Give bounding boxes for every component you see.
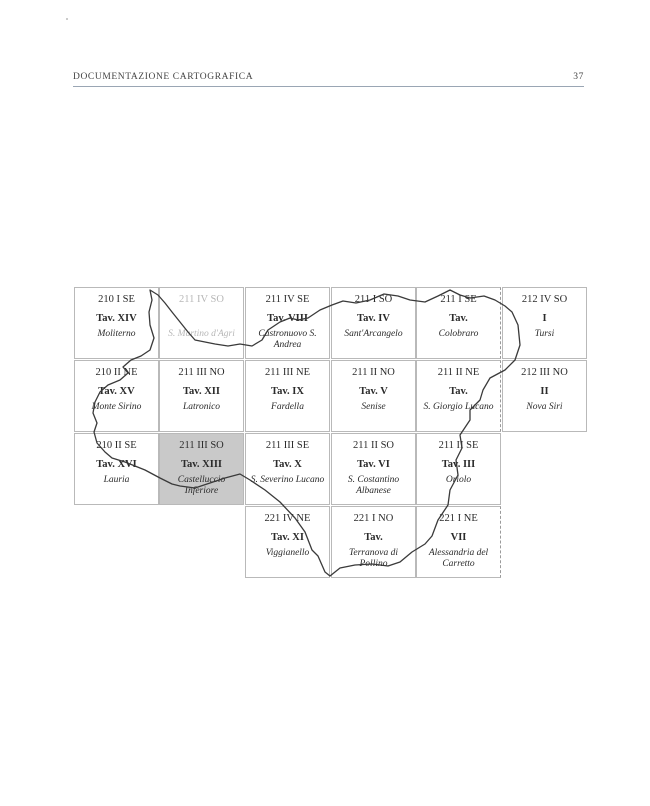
sheet-code: 211 III SE [265, 440, 310, 451]
sheet-place-name: Viggianello [265, 548, 310, 558]
map-sheet-211-iv-se[interactable] [245, 287, 330, 359]
sheet-plate: Tav. XII [183, 386, 220, 397]
map-sheet-211-iii-so[interactable] [159, 433, 244, 505]
map-sheet-221-iv-ne[interactable] [245, 506, 330, 578]
sheet-plate: Tav. XVI [96, 459, 137, 470]
sheet-place-name: S. Martino d'Agri [168, 329, 235, 339]
map-sheet-212-iv-so[interactable] [502, 287, 587, 359]
sheet-code: 211 I SO [354, 294, 393, 305]
sheet-code: 211 II NE [437, 367, 480, 378]
sheet-place-name: Latronico [182, 402, 221, 412]
sheet-code: 211 III SO [179, 440, 224, 451]
sheet-plate: Tav. [449, 313, 468, 324]
sheet-plate: Tav. X [273, 459, 302, 470]
sheet-code: 221 IV NE [264, 513, 311, 524]
sheet-plate: Tav. XIII [180, 459, 223, 470]
page-number: 37 [573, 72, 584, 82]
sheet-place-name: Oriolo [445, 475, 472, 485]
sheet-plate: Tav. VI [357, 459, 390, 470]
sheet-plate: I [542, 313, 547, 324]
sheet-code: 211 IV SE [265, 294, 310, 305]
sheet-code: 211 III NE [264, 367, 311, 378]
sheet-place-name: Tursi [534, 329, 555, 339]
sheet-code: 221 I NE [439, 513, 478, 524]
sheet-plate: Tav. XV [98, 386, 135, 397]
sheet-plate: II [540, 386, 549, 397]
sheet-code: 211 IV SO [179, 294, 224, 305]
sheet-place-name: Moliterno [97, 329, 136, 339]
sheet-place-name: Lauria [103, 475, 130, 485]
sheet-code: 211 II NO [352, 367, 395, 378]
map-sheet-210-ii-ne[interactable] [74, 360, 159, 432]
sheet-code: 211 II SO [352, 440, 395, 451]
sheet-place-name: S. Severino Lucano [250, 475, 325, 485]
sheet-place-name: Monte Sirino [91, 402, 142, 412]
map-sheet-211-ii-se[interactable] [416, 433, 501, 505]
map-sheet-211-i-so[interactable] [331, 287, 416, 359]
sheet-code: 210 I SE [98, 294, 135, 305]
sheet-place-name: Fardella [271, 402, 304, 412]
map-sheet-211-iii-no[interactable] [159, 360, 244, 432]
sheet-place-name: S. Costantino Albanese [347, 475, 400, 496]
map-sheet-211-ii-so[interactable] [331, 433, 416, 505]
map-sheet-211-iii-se[interactable] [245, 433, 330, 505]
sheet-plate: Tav. III [441, 459, 476, 470]
sheet-plate: Tav. [364, 532, 383, 543]
sheet-code: 221 I NO [353, 513, 394, 524]
sheet-plate: Tav. IX [271, 386, 304, 397]
sheet-place-name: Alessandria del Carretto [428, 548, 489, 569]
map-sheet-211-iii-ne[interactable] [245, 360, 330, 432]
sheet-place-name: Colobraro [438, 329, 479, 339]
map-sheet-211-ii-ne[interactable] [416, 360, 501, 432]
map-sheet-211-i-se[interactable] [416, 287, 501, 359]
map-sheet-221-i-no[interactable] [331, 506, 416, 578]
sheet-place-name: Castronuovo S. Andrea [258, 329, 317, 350]
map-sheet-210-i-se[interactable] [74, 287, 159, 359]
sheet-plate: Tav. VIII [267, 313, 308, 324]
sheet-code: 211 I SE [440, 294, 477, 305]
sheet-place-name: Castelluccio Inferiore [177, 475, 226, 496]
sheet-place-name: S. Giorgio Lucano [423, 402, 494, 412]
sheet-place-name: Terranova di Pollino [348, 548, 398, 569]
sheet-plate: VII [450, 532, 467, 543]
section-title: DOCUMENTAZIONE CARTOGRAFICA [73, 72, 254, 82]
sheet-plate: Tav. XIV [96, 313, 137, 324]
map-sheet-221-i-ne[interactable] [416, 506, 501, 578]
sheet-code: 211 II SE [438, 440, 479, 451]
sheet-code: 210 II SE [96, 440, 137, 451]
sheet-place-name: Sant'Arcangelo [344, 329, 403, 339]
sheet-code: 210 II NE [95, 367, 138, 378]
map-sheet-212-iii-no[interactable] [502, 360, 587, 432]
sheet-code: 211 III NO [178, 367, 225, 378]
sheet-plate: Tav. XI [271, 532, 304, 543]
map-sheet-211-ii-no[interactable] [331, 360, 416, 432]
sheet-plate: Tav. V [359, 386, 388, 397]
sheet-plate: Tav. IV [357, 313, 390, 324]
sheet-plate: Tav. [449, 386, 468, 397]
map-sheet-210-ii-se[interactable] [74, 433, 159, 505]
map-sheet-211-iv-so[interactable] [159, 287, 244, 359]
sheet-place-name: Senise [361, 402, 386, 412]
sheet-code: 212 IV SO [521, 294, 568, 305]
sheet-place-name: Nova Siri [526, 402, 563, 412]
sheet-code: 212 III NO [521, 367, 568, 378]
